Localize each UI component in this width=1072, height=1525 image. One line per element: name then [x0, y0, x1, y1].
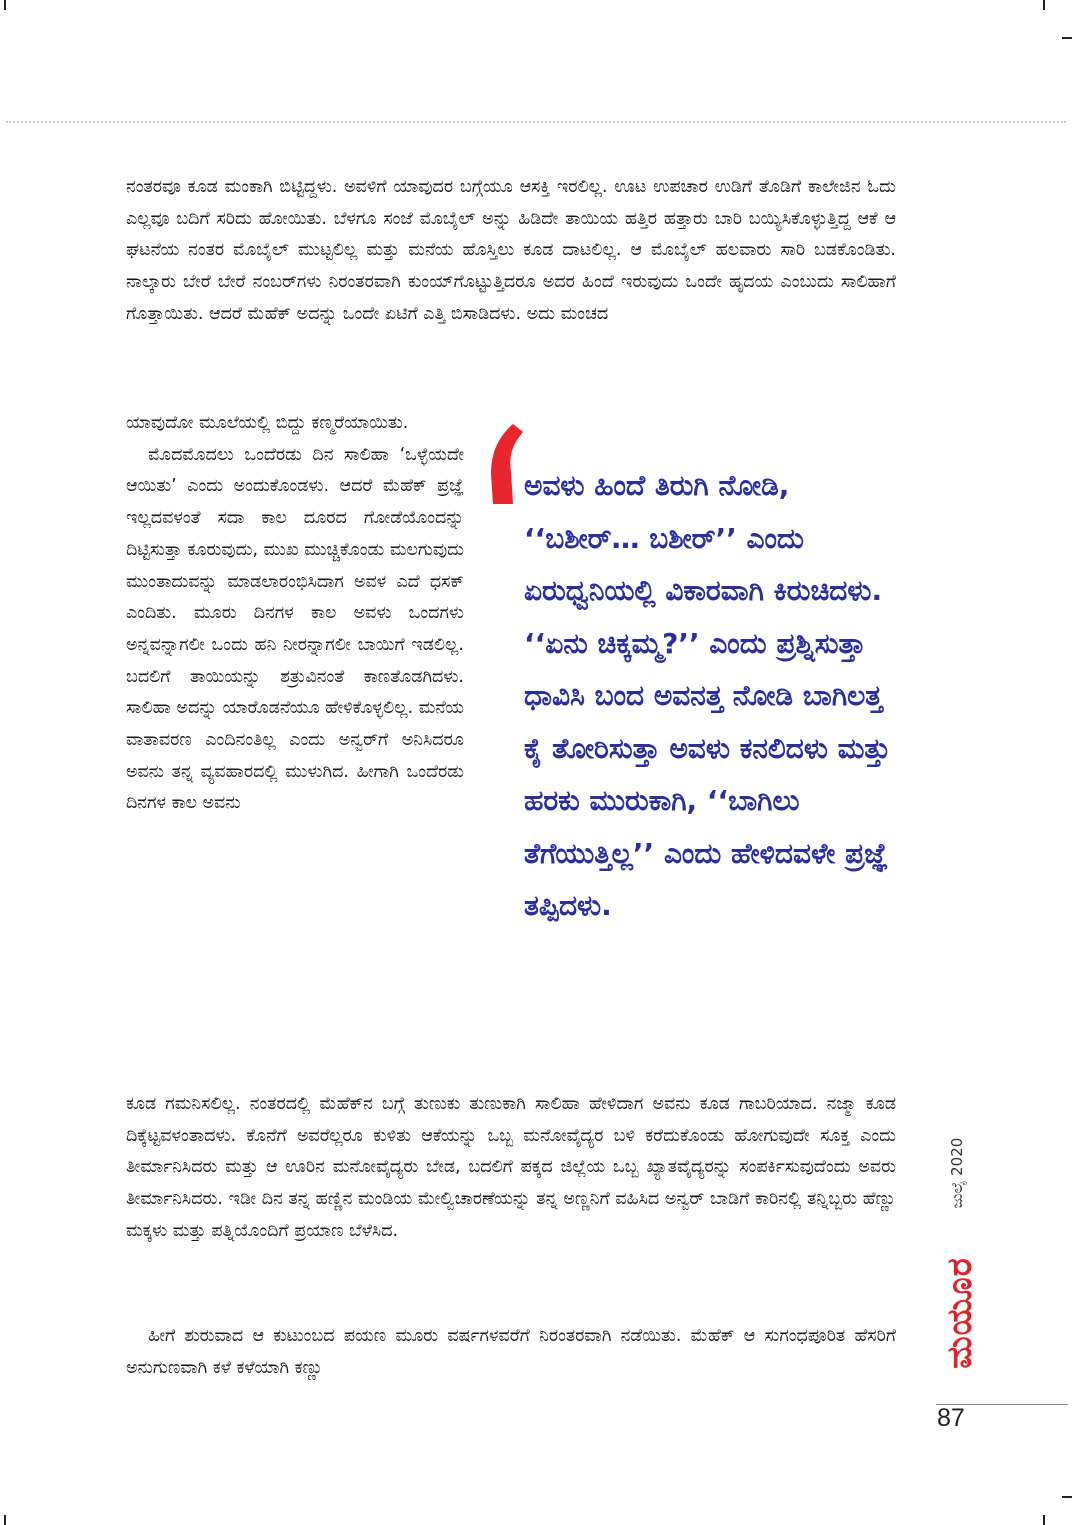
magazine-logo: ಮಯೂರ — [940, 1257, 980, 1369]
crop-mark-right-upper — [1062, 37, 1072, 39]
page-number: 87 — [937, 1404, 965, 1432]
article-column-text-a: ಯಾವುದೋ ಮೂಲೆಯಲ್ಲಿ ಬಿದ್ದು ಕಣ್ಮರೆಯಾಯಿತು. — [126, 413, 409, 433]
crop-mark-bottom-left — [4, 1515, 6, 1525]
article-left-column — [126, 408, 464, 820]
pull-quote: ಅವಳು ಹಿಂದೆ ತಿರುಗಿ ನೋಡಿ, ‘‘ಬಶೀರ್… ಬಶೀರ್’’ ಎಂದು ಏರುಧ್ವನಿಯಲ್ಲಿ ವಿಕಾರವಾಗಿ ಕಿರುಚಿದಳು. ‘‘ಏನು ಚಿಕ್ಕಮ್ಮ?’’ ಎಂದು ಪ್ರಶ್ನಿಸುತ್ತಾ ಧಾವಿಸಿ ಬಂದ ಅವನತ್ತ ನೋಡಿ ಬಾಗಿಲತ್ತ ಕೈ ತೋರಿಸುತ್ತಾ ಅವಳು ಕನಲಿದಳು ಮತ್ತು ಹರಕು ಮುರುಕಾಗಿ, ‘‘ಬಾಗಿಲು ತೆಗೆಯುತ್ತಿಲ್ಲ’’ ಎಂದು ಹೇಳಿದವಳೇ ಪ್ರಜ್ಞೆ ತಪ್ಪಿದಳು. — [524, 469, 891, 922]
crop-mark-top-left — [4, 0, 6, 10]
article-paragraph-4: ಹೀಗೆ ಶುರುವಾದ ಆ ಕುಟುಂಬದ ಪಯಣ ಮೂರು ವರ್ಷಗಳವರೆಗೆ ನಿರಂತರವಾಗಿ ನಡೆಯಿತು. ಮೆಹೆಕ್ ಆ ಸುಗಂಧಪೂರಿತ ಹೆಸರಿಗೆ ಅನುಗುಣವಾಗಿ ಕಳೆ ಕಳೆಯಾಗಿ ಕಣ್ಣು — [126, 1326, 896, 1378]
article-paragraph-1: ನಂತರವೂ ಕೂಡ ಮಂಕಾಗಿ ಬಿಟ್ಟಿದ್ದಳು. ಅವಳಿಗೆ ಯಾವುದರ ಬಗ್ಗೆಯೂ ಆಸಕ್ತಿ ಇರಲಿಲ್ಲ. ಊಟ ಉಪಚಾರ ಉಡಿಗೆ ತೊಡಿಗೆ ಕಾಲೇಜಿನ ಓದು ಎಲ್ಲವೂ ಬದಿಗೆ ಸರಿದು ಹೋಯಿತು. ಬೆಳಗೂ ಸಂಜೆ ಮೊಬೈಲ್ ಅನ್ನು ಹಿಡಿದೇ ತಾಯಿಯ ಹತ್ತಿರ ಹತ್ತಾರು ಬಾರಿ ಬಯ್ಯಿಸಿಕೊಳ್ಳುತ್ತಿದ್ದ ಆಕೆ ಆ ಘಟನೆಯ ನಂತರ ಮೊಬೈಲ್ ಮುಟ್ಟಲಿಲ್ಲ ಮತ್ತು ಮನೆಯ ಹೊಸ್ತಿಲು ಕೂಡ ದಾಟಲಿಲ್ಲ. ಆ ಮೊಬೈಲ್ ಹಲವಾರು ಸಾರಿ ಬಡಕೊಂಡಿತು. ನಾಲ್ಕಾರು ಬೇರೆ ಬೇರೆ ನಂಬರ್‌ಗಳು ನಿರಂತರವಾಗಿ ಕುಂಯ್‌ಗೊಟ್ಟುತ್ತಿದರೂ ಅದರ ಹಿಂದೆ ಇರುವುದು ಒಂದೇ ಹೃದಯ ಎಂಬುದು ಸಾಲಿಹಾಗೆ ಗೊತ್ತಾಯಿತು. ಆದರೆ ಮೆಹೆಕ್ ಅದನ್ನು ಒಂದೇ ಏಟಿಗೆ ಎತ್ತಿ ಬಿಸಾಡಿದಳು. ಅದು ಮಂಚದ — [126, 177, 896, 324]
pull-quote-mark-icon — [487, 424, 527, 514]
article-paragraph-3: ಕೂಡ ಗಮನಿಸಲಿಲ್ಲ. ನಂತರದಲ್ಲಿ ಮೆಹೆಕ್‌ನ ಬಗ್ಗೆ ತುಣುಕು ತುಣುಕಾಗಿ ಸಾಲಿಹಾ ಹೇಳಿದಾಗ ಅವನು ಕೂಡ ಗಾಬರಿಯಾದ. ನಜ್ಮಾ ಕೂಡ ದಿಕ್ಕೆಟ್ಟವಳಂತಾದಳು. ಕೊನೆಗೆ ಅವರೆಲ್ಲರೂ ಕುಳಿತು ಆಕೆಯನ್ನು ಒಬ್ಬ ಮನೋವೈದ್ಯರ ಬಳಿ ಕರೆದುಕೊಂಡು ಹೋಗುವುದೇ ಸೂಕ್ತ ಎಂದು ತೀರ್ಮಾನಿಸಿದರು ಮತ್ತು ಆ ಊರಿನ ಮನೋವೈದ್ಯರು ಬೇಡ, ಬದಲಿಗೆ ಪಕ್ಕದ ಜಿಲ್ಲೆಯ ಒಬ್ಬ ಖ್ಯಾತವೈದ್ಯರನ್ನು ಸಂಪರ್ಕಿಸುವುದೆಂದು ಅವರು ತೀರ್ಮಾನಿಸಿದರು. ಇಡೀ ದಿನ ತನ್ನ ಹಣ್ಣಿನ ಮಂಡಿಯ ಮೇಲ್ವಿಚಾರಣೆಯನ್ನು ತನ್ನ ಅಣ್ಣನಿಗೆ ವಹಿಸಿದ ಅನ್ವರ್ ಬಾಡಿಗೆ ಕಾರಿನಲ್ಲಿ ತನ್ನಿಬ್ಬರು ಹೆಣ್ಣು ಮಕ್ಕಳು ಮತ್ತು ಪತ್ನಿಯೊಂದಿಗೆ ಪ್ರಯಾಣ ಬೆಳೆಸಿದ. — [126, 1094, 896, 1241]
crop-mark-right-lower — [1062, 1496, 1072, 1498]
issue-date: ಜುಲೈ 2020 — [948, 1137, 966, 1209]
crop-mark-top-right — [1043, 0, 1045, 10]
article-column-text-b: ಮೊದಮೊದಲು ಒಂದೆರಡು ದಿನ ಸಾಲಿಹಾ ‘ಒಳ್ಳೆಯದೇ ಆಯಿತು’ ಎಂದು ಅಂದುಕೊಂಡಳು. ಆದರೆ ಮೆಹೆಕ್ ಪ್ರಜ್ಞೆ ಇಲ್ಲದವಳಂತೆ ಸದಾ ಕಾಲ ದೂರದ ಗೋಡೆಯೊಂದನ್ನು ದಿಟ್ಟಿಸುತ್ತಾ ಕೂರುವುದು, ಮುಖ ಮುಚ್ಚಿಕೊಂಡು ಮಲಗುವುದು ಮುಂತಾದುವನ್ನು ಮಾಡಲಾರಂಭಿಸಿದಾಗ ಅವಳ ಎದೆ ಧಸಕ್ ಎಂದಿತು. ಮೂರು ದಿನಗಳ ಕಾಲ ಅವಳು ಒಂದಗಳು ಅನ್ನವನ್ನಾಗಲೀ ಒಂದು ಹನಿ ನೀರನ್ನಾಗಲೀ ಬಾಯಿಗೆ ಇಡಲಿಲ್ಲ. ಬದಲಿಗೆ ತಾಯಿಯನ್ನು ಶತ್ರುವಿನಂತೆ ಕಾಣತೊಡಗಿದಳು. ಸಾಲಿಹಾ ಅದನ್ನು ಯಾರೊಡನೆಯೂ ಹೇಳಿಕೊಳ್ಳಲಿಲ್ಲ. ಮನೆಯ ವಾತಾವರಣ ಎಂದಿನಂತಿಲ್ಲ ಎಂದು ಅನ್ವರ್‌ಗೆ ಅನಿಸಿದರೂ ಅವನು ತನ್ನ ವ್ಯವಹಾರದಲ್ಲಿ ಮುಳುಗಿದ. ಹೀಗಾಗಿ ಒಂದೆರಡು ದಿನಗಳ ಕಾಲ ಅವನು — [126, 444, 464, 814]
crop-mark-bottom-right — [1043, 1515, 1045, 1525]
header-dotted-rule — [6, 121, 1066, 123]
